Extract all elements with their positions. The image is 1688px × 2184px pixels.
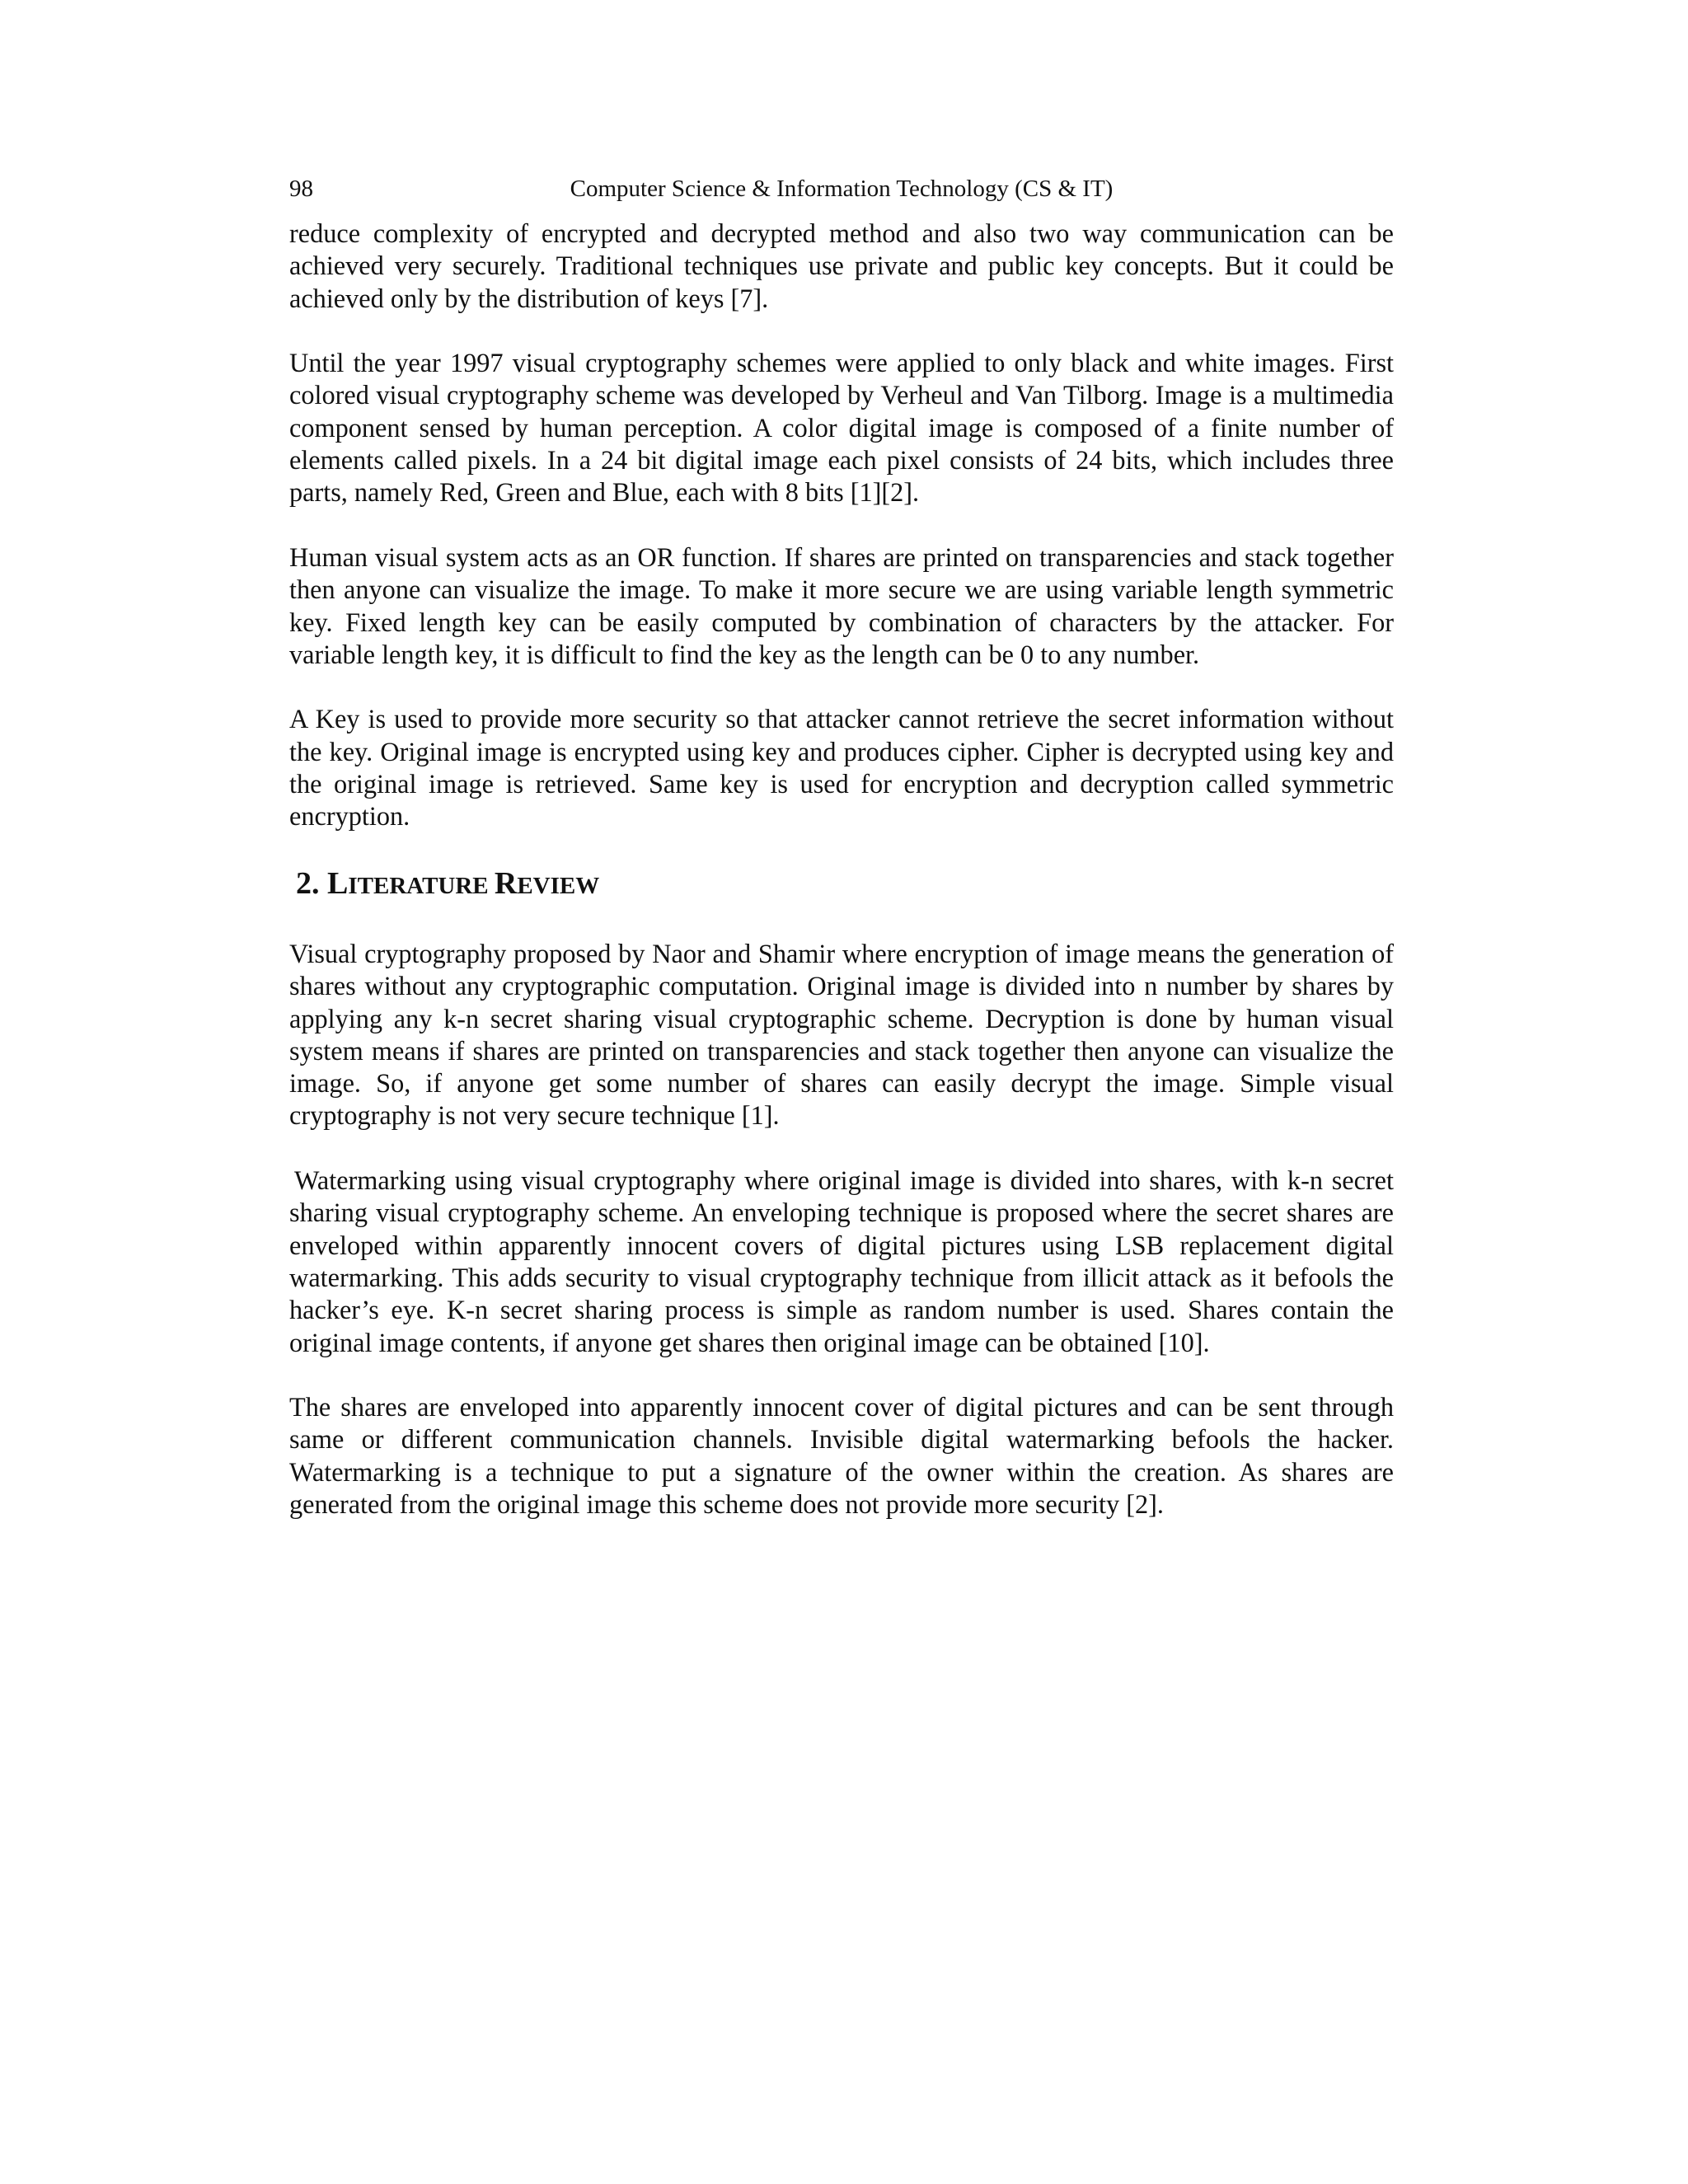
running-header (289, 171, 1394, 207)
page-number: 98 (289, 176, 313, 202)
section-heading (296, 865, 1394, 904)
paragraph: A Key is used to provide more security so that attacker cannot retrieve the secret information without the key. Original image is encrypted using key and produces cipher. Cipher is decrypted using key and the original image is retrieved. Same key is used for encryption and decryption called symmetric encryption. (289, 704, 1394, 832)
paragraph: The shares are enveloped into apparently innocent cover of digital pictures and can be sent through same or different communication channels. Invisible digital watermarking befools the hacker. Watermarking is a technique to put a signature of the owner within the creation. As shares are generated from the original image this scheme does not provide more security [2]. (289, 1392, 1394, 1519)
paragraph: Human visual system acts as an OR function. If shares are printed on transparencies and stack together then anyone can visualize the image. To make it more secure we are using variable length symmetric key. Fixed length key can be easily computed by combination of characters by the attacker. For variable length key, it is difficult to find the key as the length can be 0 to any number. (289, 541, 1394, 669)
article-body (289, 218, 1394, 1554)
paragraph: Watermarking using visual cryptography where original image is divided into shares, with k-n secret sharing visual cryptography scheme. An enveloping technique is proposed where the secret shares are enveloped within apparently innocent covers of digital pictures using LSB replacement digital watermarking. This adds security to visual cryptography technique from illicit attack as it befools the hacker’s eye. K-n secret sharing process is simple as random number is used. Shares contain the original image contents, if anyone get shares then original image can be obtained [10]. (289, 1165, 1394, 1357)
paragraph: Until the year 1997 visual cryptography schemes were applied to only black and white images. First colored visual cryptography scheme was developed by Verheul and Van Tilborg. Image is a multimedia component sensed by human perception. A color digital image is composed of a finite number of elements called pixels. In a 24 bit digital image each pixel consists of 24 bits, which includes three parts, namely Red, Green and Blue, each with 8 bits [1][2]. (289, 348, 1394, 508)
section-title-initial: R (494, 865, 518, 901)
paragraph: Visual cryptography proposed by Naor and Shamir where encryption of image means the generation of shares without any cryptographic computation. Original image is divided into n number by shares by applying any k-n secret sharing visual cryptographic scheme. Decryption is done by human visual system means if shares are printed on transparencies and stack together then anyone can visualize the image. So, if anyone get some number of shares can easily decrypt the image. Simple visual cryptography is not very secure technique [1]. (289, 938, 1394, 1131)
section-title-initial: L (327, 865, 349, 901)
section-title-smallcaps: EVIEW (517, 872, 600, 899)
paragraph: reduce complexity of encrypted and decrypted method and also two way communication can be achieved very securely. Traditional techniques use private and public key concepts. But it could be achieved only by the distribution of keys [7]. (289, 218, 1394, 313)
journal-title: Computer Science & Information Technology (CS & IT) (570, 176, 1114, 202)
section-number: 2. (296, 865, 327, 901)
section-title-smallcaps: ITERATURE (348, 872, 495, 899)
